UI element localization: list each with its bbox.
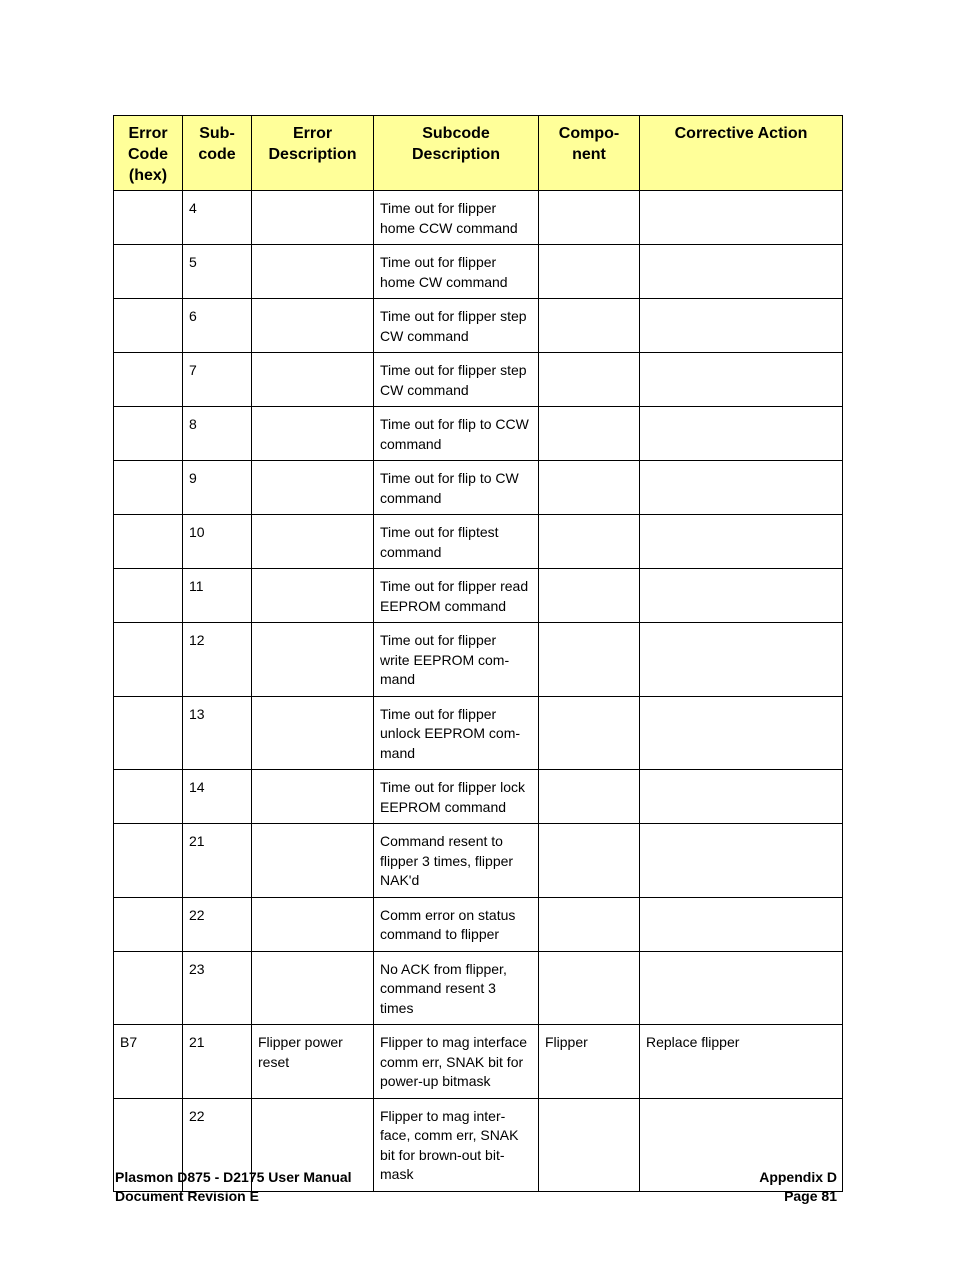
cell-subcode-description — [374, 569, 539, 623]
cell-error-description — [252, 299, 374, 353]
table-row — [114, 1025, 843, 1099]
cell-subcode-description — [374, 770, 539, 824]
cell-error-description — [252, 245, 374, 299]
cell-subcode: 5 — [183, 245, 252, 299]
cell-line: home CW command — [380, 273, 508, 290]
cell-subcode-description — [374, 1098, 539, 1191]
cell-error-description — [252, 353, 374, 407]
cell-subcode: 21 — [183, 1025, 252, 1099]
cell-corrective-action — [640, 191, 843, 245]
cell-line: NAK'd — [380, 872, 420, 888]
cell-corrective-action — [640, 245, 843, 299]
cell-line: EEPROM command — [380, 798, 507, 815]
cell-line: Time out for flipper — [380, 200, 497, 216]
cell-line: power-up bitmask — [380, 1073, 491, 1089]
table-row — [114, 824, 843, 898]
cell-error-code — [114, 245, 183, 299]
cell-subcode-description — [374, 461, 539, 515]
cell-subcode: 8 — [183, 407, 252, 461]
cell-component — [539, 191, 640, 245]
cell-subcode-description — [374, 897, 539, 951]
cell-error-description — [252, 951, 374, 1025]
header-line: nent — [572, 146, 606, 163]
table-row — [114, 770, 843, 824]
table-row — [114, 461, 843, 515]
cell-subcode-description — [374, 824, 539, 898]
header-line: Sub- — [199, 125, 235, 142]
table-row — [114, 353, 843, 407]
cell-component — [539, 770, 640, 824]
cell-error-description — [252, 623, 374, 697]
cell-line: Time out for flip to CCW — [380, 416, 529, 432]
header-line: Compo- — [558, 125, 620, 142]
cell-line: Flipper power — [258, 1034, 343, 1050]
cell-line: Time out for flipper — [380, 632, 497, 648]
table-row — [114, 299, 843, 353]
cell-error-description — [252, 770, 374, 824]
cell-corrective-action — [640, 353, 843, 407]
cell-line: EEPROM command — [380, 597, 507, 614]
cell-line: face, comm err, SNAK — [380, 1127, 519, 1143]
table-row — [114, 569, 843, 623]
cell-subcode: 12 — [183, 623, 252, 697]
cell-error-code — [114, 353, 183, 407]
cell-corrective-action — [640, 569, 843, 623]
cell-line: CW command — [380, 327, 469, 344]
cell-subcode-description — [374, 353, 539, 407]
cell-line: flipper 3 times, flipper — [380, 852, 514, 869]
cell-error-code — [114, 407, 183, 461]
cell-component — [539, 461, 640, 515]
cell-corrective-action — [640, 623, 843, 697]
cell-corrective-action — [640, 824, 843, 898]
page-number: Page 81 — [784, 1188, 837, 1204]
cell-error-code: B7 — [114, 1025, 183, 1099]
cell-line: Time out for flip to CW — [380, 470, 519, 486]
header-line: Subcode — [422, 125, 490, 142]
cell-corrective-action — [640, 461, 843, 515]
header-line: Corrective Action — [674, 125, 808, 142]
header-line: Description — [411, 146, 500, 163]
header-error-code — [114, 116, 183, 191]
cell-error-description — [252, 897, 374, 951]
cell-subcode: 7 — [183, 353, 252, 407]
cell-line: CW command — [380, 381, 469, 398]
cell-subcode-description — [374, 623, 539, 697]
cell-error-code — [114, 569, 183, 623]
cell-line: Time out for flipper lock — [380, 779, 525, 795]
cell-component — [539, 1098, 640, 1191]
table-row — [114, 623, 843, 697]
cell-subcode-description — [374, 696, 539, 770]
cell-line: command — [380, 543, 442, 560]
header-line: Error — [292, 125, 333, 142]
cell-error-code — [114, 951, 183, 1025]
cell-corrective-action — [640, 515, 843, 569]
cell-subcode: 13 — [183, 696, 252, 770]
cell-line: No ACK from flipper, — [380, 960, 507, 977]
cell-line: Time out for flipper — [380, 705, 497, 722]
header-line: Description — [268, 146, 357, 163]
cell-line: Time out for flipper read — [380, 578, 529, 594]
cell-error-code — [114, 770, 183, 824]
document-revision: Document Revision E — [115, 1188, 259, 1204]
cell-error-description — [252, 569, 374, 623]
cell-corrective-action — [640, 696, 843, 770]
cell-error-description — [252, 1025, 374, 1099]
table-row — [114, 407, 843, 461]
cell-component — [539, 696, 640, 770]
cell-line: comm err, SNAK bit for — [380, 1053, 524, 1070]
table-row — [114, 191, 843, 245]
cell-error-description — [252, 407, 374, 461]
header-line: code — [198, 146, 236, 163]
cell-error-description — [252, 191, 374, 245]
cell-component — [539, 407, 640, 461]
cell-subcode-description — [374, 1025, 539, 1099]
cell-line: command to flipper — [380, 926, 500, 942]
cell-line: bit for brown-out bit- — [380, 1146, 505, 1163]
cell-component — [539, 951, 640, 1025]
cell-error-code — [114, 696, 183, 770]
cell-corrective-action — [640, 407, 843, 461]
cell-subcode-description — [374, 245, 539, 299]
table-header-row — [114, 116, 843, 191]
cell-subcode-description — [374, 191, 539, 245]
cell-subcode-description — [374, 515, 539, 569]
table-row — [114, 897, 843, 951]
cell-subcode: 14 — [183, 770, 252, 824]
cell-error-description — [252, 824, 374, 898]
cell-line: reset — [258, 1053, 290, 1070]
cell-error-description — [252, 696, 374, 770]
cell-subcode: 22 — [183, 897, 252, 951]
header-component — [539, 116, 640, 191]
cell-line: mand — [380, 744, 416, 761]
cell-subcode-description — [374, 951, 539, 1025]
header-corrective-action — [640, 116, 843, 191]
cell-error-code — [114, 515, 183, 569]
cell-line: unlock EEPROM com- — [380, 725, 521, 741]
cell-line: Comm error on status — [380, 906, 516, 923]
cell-error-description — [252, 461, 374, 515]
cell-line: Flipper to mag interface — [380, 1034, 528, 1050]
table-row — [114, 951, 843, 1025]
header-line: Code — [128, 146, 168, 163]
cell-line: times — [380, 999, 414, 1016]
cell-line: command — [380, 435, 442, 452]
cell-component — [539, 623, 640, 697]
footer-left — [115, 1168, 352, 1206]
table-row — [114, 245, 843, 299]
cell-line: mask — [380, 1166, 414, 1182]
cell-component — [539, 824, 640, 898]
cell-subcode-description — [374, 299, 539, 353]
cell-line: command resent 3 — [380, 980, 496, 996]
cell-error-description — [252, 515, 374, 569]
cell-line: Time out for fliptest — [380, 524, 499, 540]
cell-component — [539, 245, 640, 299]
cell-subcode: 23 — [183, 951, 252, 1025]
cell-component: Flipper — [539, 1025, 640, 1099]
cell-line: command — [380, 489, 442, 506]
cell-component — [539, 515, 640, 569]
cell-line: Flipper to mag inter- — [380, 1107, 506, 1124]
error-code-table — [113, 115, 843, 1192]
cell-line: write EEPROM com- — [380, 651, 510, 668]
cell-error-code — [114, 824, 183, 898]
table-row — [114, 515, 843, 569]
cell-subcode: 10 — [183, 515, 252, 569]
header-line: Error — [128, 125, 168, 142]
cell-component — [539, 897, 640, 951]
table-body — [114, 191, 843, 1192]
table-row — [114, 696, 843, 770]
cell-line: Command resent to — [380, 833, 503, 849]
footer-right — [759, 1168, 837, 1206]
cell-line: mand — [380, 671, 416, 687]
cell-subcode: 22 — [183, 1098, 252, 1191]
cell-subcode: 9 — [183, 461, 252, 515]
cell-corrective-action — [640, 770, 843, 824]
header-error-description — [252, 116, 374, 191]
cell-line: home CCW command — [380, 219, 518, 236]
header-line: (hex) — [128, 167, 168, 184]
cell-error-code — [114, 299, 183, 353]
header-subcode-description — [374, 116, 539, 191]
cell-corrective-action — [640, 897, 843, 951]
cell-corrective-action: Replace flipper — [640, 1025, 843, 1099]
cell-subcode-description — [374, 407, 539, 461]
cell-corrective-action — [640, 951, 843, 1025]
cell-subcode: 4 — [183, 191, 252, 245]
cell-error-code — [114, 623, 183, 697]
cell-subcode: 6 — [183, 299, 252, 353]
cell-error-code — [114, 897, 183, 951]
cell-component — [539, 353, 640, 407]
cell-component — [539, 299, 640, 353]
cell-line: Time out for flipper step — [380, 308, 527, 324]
cell-error-code — [114, 191, 183, 245]
cell-line: Time out for flipper step — [380, 362, 527, 378]
cell-corrective-action — [640, 299, 843, 353]
cell-component — [539, 569, 640, 623]
cell-subcode: 11 — [183, 569, 252, 623]
cell-error-code — [114, 461, 183, 515]
cell-subcode: 21 — [183, 824, 252, 898]
header-subcode — [183, 116, 252, 191]
appendix-label: Appendix D — [759, 1169, 837, 1185]
manual-title: Plasmon D875 - D2175 User Manual — [115, 1169, 352, 1185]
cell-line: Time out for flipper — [380, 254, 497, 270]
